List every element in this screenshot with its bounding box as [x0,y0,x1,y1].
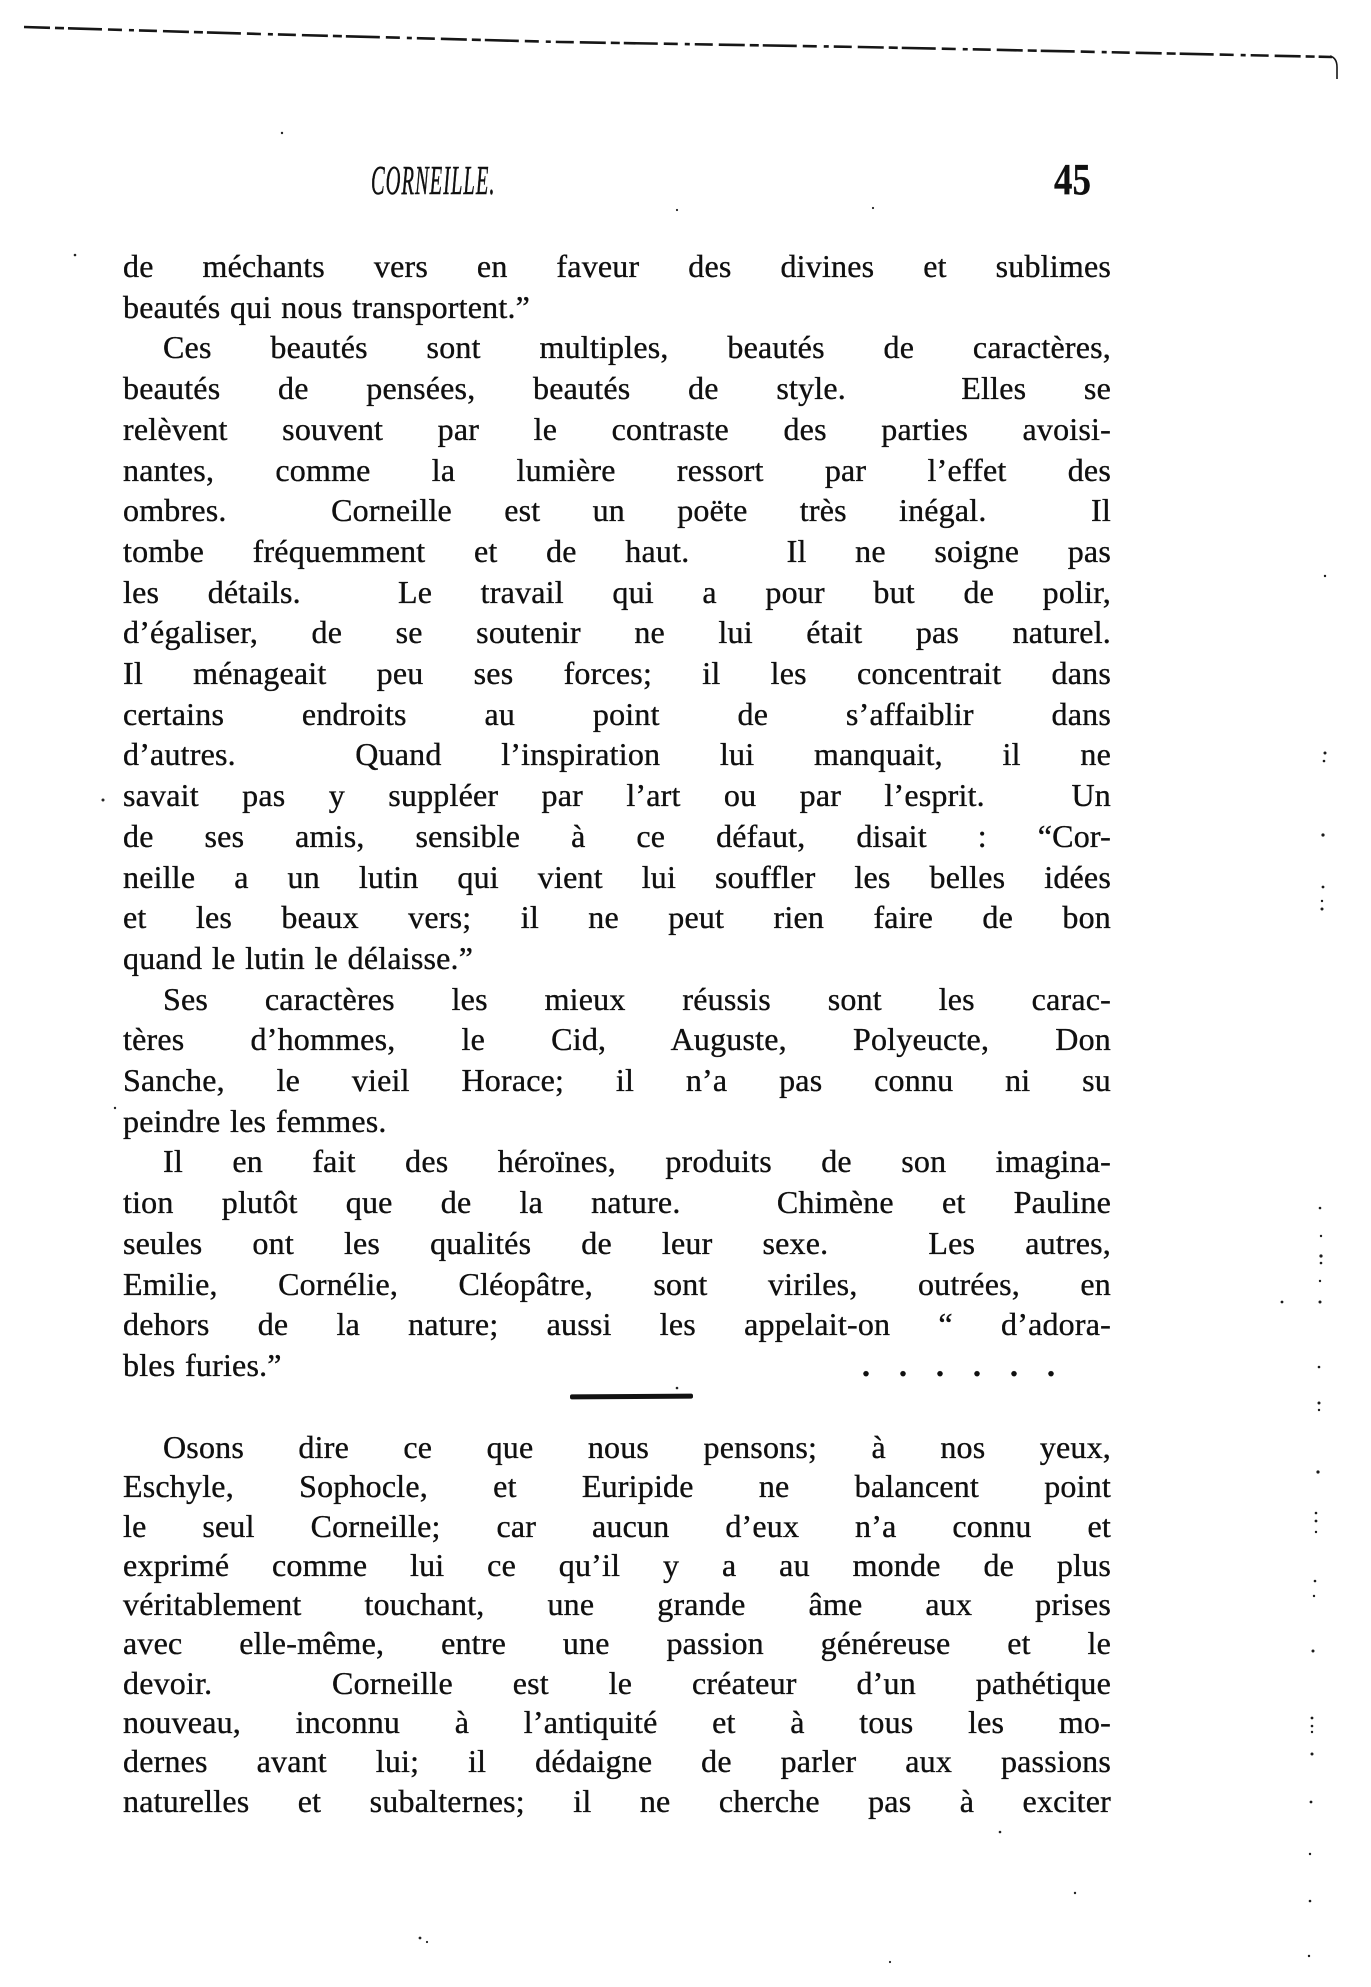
text-line: ombres. Corneille est un poëte très inégal. Il [123,492,1111,529]
text-line: Emilie, Cornélie, Cléopâtre, sont viriles, outrées, en [123,1265,1111,1302]
text-line: beautés qui nous transportent.” [123,288,531,325]
text-line: véritablement touchant, une grande âme aux prises [123,1586,1111,1623]
page-number: 45 [1054,155,1091,204]
text-line: seules ont les qualités de leur sexe. Les autres, [123,1224,1111,1261]
text-line: de ses amis, sensible à ce défaut, disait : “Cor- [123,817,1111,854]
text-line: nantes, comme la lumière ressort par l’effet des [123,451,1111,488]
text-line: beautés de pensées, beautés de style. Elles se [123,370,1111,407]
section-divider-rule [570,1394,693,1399]
text-line-end: bles furies.” [123,1346,282,1383]
text-line: le seul Corneille; car aucun d’eux n’a connu et [123,1507,1111,1544]
text-line: Il en fait des héroïnes, produits de son imagina- [163,1143,1111,1180]
text-line: naturelles et subalternes; il ne cherche pas à exciter [123,1782,1111,1819]
text-line: tombe fréquemment et de haut. Il ne soigne pas [123,532,1111,569]
text-line: relèvent souvent par le contraste des parties avoisi- [123,410,1111,447]
text-line: et les beaux vers; il ne peut rien faire de bon [123,899,1111,936]
text-line: Il ménageait peu ses forces; il les concentrait dans [123,655,1111,692]
text-line: avec elle-même, entre une passion généreuse et le [123,1625,1111,1662]
trailing-ellipsis-dots: . . . . . . [862,1346,1057,1383]
text-line: tion plutôt que de la nature. Chimène et Pauline [123,1184,1111,1221]
text-line: d’autres. Quand l’inspiration lui manquait, il ne [123,736,1111,773]
text-line: neille a un lutin qui vient lui souffler les belles idées [123,858,1111,895]
text-line: dernes avant lui; il dédaigne de parler aux passions [123,1743,1111,1780]
text-line: tères d’hommes, le Cid, Auguste, Polyeucte, Don [123,1021,1111,1058]
text-section-2 [123,1428,1111,1821]
text-line: certains endroits au point de s’affaiblir dans [123,695,1111,732]
text-line-with-ellipsis [123,1345,1111,1386]
text-line: de méchants vers en faveur des divines et sublimes [123,248,1111,284]
text-line: d’égaliser, de se soutenir ne lui était pas naturel. [123,614,1111,651]
text-section-1 [123,246,1111,1386]
text-line: peindre les femmes. [123,1102,387,1139]
text-line: les détails. Le travail qui a pour but de polir, [123,573,1111,610]
scan-top-edge-line [24,27,1332,57]
text-line: quand le lutin le délaisse.” [123,939,474,976]
text-line: devoir. Corneille est le créateur d’un pathétique [123,1664,1111,1701]
scan-top-edge-hook [1330,56,1337,79]
scan-right-edge-dots [1281,575,1327,1957]
text-line: savait pas y suppléer par l’art ou par l’esprit. Un [123,777,1111,814]
text-line: Sanche, le vieil Horace; il n’a pas connu ni su [123,1062,1111,1099]
text-line: nouveau, inconnu à l’antiquité et à tous les mo- [123,1704,1111,1741]
running-header-title: CORNEILLE. [371,157,496,203]
text-line: exprimé comme lui ce qu’il y a au monde de plus [123,1546,1111,1583]
text-line: Ces beautés sont multiples, beautés de caractères, [163,329,1111,366]
text-line: Osons dire ce que nous pensons; à nos yeux, [163,1429,1111,1465]
text-line: dehors de la nature; aussi les appelait-on “ d’adora- [123,1306,1111,1343]
text-line: Eschyle, Sophocle, et Euripide ne balancent point [123,1468,1111,1505]
text-line: Ses caractères les mieux réussis sont les carac- [163,980,1111,1017]
